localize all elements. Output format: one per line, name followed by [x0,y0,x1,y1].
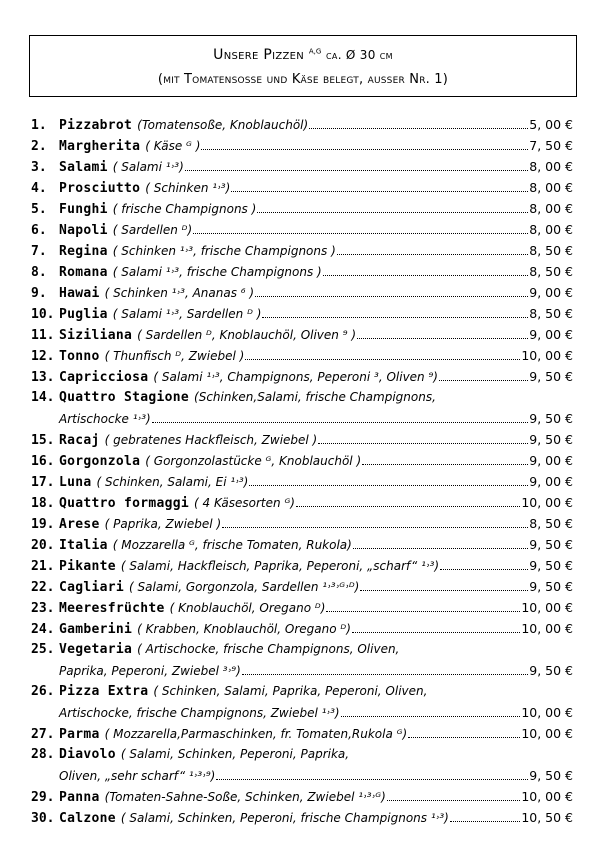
item-price: 8, 50 € [529,243,573,258]
dot-leader [352,632,520,633]
menu-item [31,744,573,786]
item-number: 8. [31,265,47,280]
item-description: ( Thunfisch ᴰ, Zwiebel ) [104,349,245,363]
item-number: 25. [31,642,55,657]
item-number: 21. [31,559,55,574]
menu-item [31,450,573,471]
item-description: (Schinken,Salami, frische Champignons, [194,390,436,404]
item-number: 7. [31,244,47,259]
menu-item [31,156,573,177]
item-description: ( Salami, Schinken, Peperoni, Paprika, [120,747,350,761]
menu-title-text: Unsere Pizzen [213,47,305,63]
menu-item [31,429,573,450]
item-name: Regina [59,244,108,259]
menu-item [31,534,573,555]
item-description: ( Salami, Hackfleisch, Paprika, Peperoni, „scharf“ ¹˒³) [120,559,440,573]
item-price: 10, 00 € [521,495,573,510]
item-number: 14. [31,390,55,405]
item-number: 3. [31,160,47,175]
dot-leader [353,548,528,549]
item-description: ( Mozzarella,Parmaschinken, fr. Tomaten,Rukola ᴳ) [104,727,408,741]
item-name: Pizza Extra [59,684,149,699]
item-price: 10, 00 € [521,348,573,363]
dot-leader [387,800,521,801]
item-description-continued: Artischocke ¹˒³) [59,412,151,426]
item-name: Margherita [59,139,141,154]
item-price: 10, 00 € [521,621,573,636]
menu-item-line [31,366,573,387]
menu-item-line [31,723,573,744]
item-name: Puglia [59,307,108,322]
item-description: ( Paprika, Zwiebel ) [104,517,222,531]
menu-item [31,639,573,681]
item-number: 5. [31,202,47,217]
item-price: 9, 50 € [529,558,573,573]
item-number: 22. [31,580,55,595]
item-price: 8, 50 € [529,306,573,321]
dot-leader [357,338,528,339]
menu-item [31,387,573,429]
menu-item [31,807,573,828]
item-name: Cagliari [59,580,125,595]
item-name: Napoli [59,223,108,238]
item-name: Italia [59,538,108,553]
dot-leader [262,317,528,318]
item-price: 8, 00 € [529,222,573,237]
item-number: 27. [31,727,55,742]
dot-leader [323,275,529,276]
dot-leader [245,359,520,360]
dot-leader [296,506,520,507]
dot-leader [337,254,529,255]
item-description: ( Salami ¹˒³, Champignons, Peperoni ³, Oliven ⁹) [153,370,438,384]
item-price: 9, 00 € [529,453,573,468]
item-number: 20. [31,538,55,553]
pizza-list [31,114,573,828]
item-number: 6. [31,223,47,238]
item-number: 26. [31,684,55,699]
item-number: 13. [31,370,55,385]
menu-item [31,576,573,597]
item-description: ( Salami, Schinken, Peperoni, frische Champignons ¹˒³) [120,811,449,825]
menu-item-line [31,513,573,534]
allergen-superscript: A,G [308,47,322,56]
menu-item [31,366,573,387]
item-description: ( frische Champignons ) [112,202,257,216]
item-price: 8, 00 € [529,159,573,174]
item-description-continued: Oliven, „sehr scharf“ ¹˒³˒⁹) [59,769,216,783]
item-name: Pizzabrot [59,118,133,133]
item-name: Panna [59,790,100,805]
menu-item-line [31,177,573,198]
item-name: Capricciosa [59,370,149,385]
menu-item-line [31,744,573,765]
menu-item-line [31,156,573,177]
item-name: Quattro Stagione [59,390,190,405]
item-description: ( Artischocke, frische Champignons, Oliven, [137,642,400,656]
item-number: 11. [31,328,55,343]
menu-item [31,261,573,282]
menu-item-line [31,303,573,324]
menu-item [31,177,573,198]
item-price: 10, 00 € [521,726,573,741]
dot-leader [341,716,521,717]
dot-leader [201,149,528,150]
item-price: 5, 00 € [529,117,573,132]
menu-item [31,135,573,156]
dot-leader [309,128,528,129]
dot-leader [439,380,528,381]
item-name: Pikante [59,559,116,574]
item-description: ( Sardellen ᴰ, Knoblauchöl, Oliven ⁹ ) [137,328,357,342]
item-number: 29. [31,790,55,805]
menu-item-line [31,786,573,807]
item-number: 1. [31,118,47,133]
dot-leader [360,590,528,591]
menu-item-line [31,324,573,345]
menu-item [31,345,573,366]
menu-item-line-continued [31,765,573,786]
menu-item-line [31,240,573,261]
item-description: (Tomaten-Sahne-Soße, Schinken, Zwiebel ¹˒³˒ᴳ) [104,790,386,804]
item-description: ( Schinken ¹˒³) [145,181,231,195]
item-description: ( gebratenes Hackfleisch, Zwiebel ) [104,433,318,447]
menu-item [31,303,573,324]
menu-item [31,492,573,513]
dot-leader [257,212,528,213]
item-name: Salami [59,160,108,175]
item-name: Racaj [59,433,100,448]
item-description: ( 4 Käsesorten ᴳ) [194,496,295,510]
item-price: 9, 50 € [529,579,573,594]
menu-item-line [31,534,573,555]
item-price: 8, 00 € [529,180,573,195]
menu-item [31,324,573,345]
item-name: Gamberini [59,622,133,637]
size-note: ca. Ø 30 cm [326,48,393,62]
item-price: 9, 50 € [529,369,573,384]
dot-leader [249,485,528,486]
item-price: 8, 50 € [529,264,573,279]
menu-item-line [31,282,573,303]
item-price: 10, 00 € [521,789,573,804]
item-number: 28. [31,747,55,762]
dot-leader [450,821,520,822]
item-price: 9, 50 € [529,411,573,426]
item-description: ( Schinken ¹˒³, Ananas ⁶ ) [104,286,255,300]
menu-item-line [31,576,573,597]
item-description: (Tomatensoße, Knoblauchöl) [137,118,309,132]
item-number: 16. [31,454,55,469]
item-price: 9, 00 € [529,474,573,489]
dot-leader [222,527,528,528]
menu-item-line [31,429,573,450]
item-name: Quattro formaggi [59,496,190,511]
menu-item-line [31,219,573,240]
menu-item [31,786,573,807]
item-name: Diavolo [59,747,116,762]
menu-item-line [31,387,573,408]
menu-item-line [31,597,573,618]
item-description: ( Krabben, Knoblauchöl, Oregano ᴰ) [137,622,351,636]
item-price: 9, 50 € [529,768,573,783]
dot-leader [231,191,528,192]
item-name: Romana [59,265,108,280]
item-price: 10, 00 € [521,600,573,615]
item-name: Prosciutto [59,181,141,196]
menu-item-line [31,261,573,282]
item-price: 10, 00 € [521,705,573,720]
menu-item-line [31,345,573,366]
item-number: 4. [31,181,47,196]
item-description-continued: Artischocke, frische Champignons, Zwiebel ¹˒³) [59,706,340,720]
menu-title [30,47,576,63]
dot-leader [362,464,528,465]
item-price: 10, 50 € [521,810,573,825]
item-description: ( Salami ¹˒³, frische Champignons ) [112,265,322,279]
menu-item-line [31,807,573,828]
menu-item-line [31,471,573,492]
item-description: ( Schinken, Salami, Paprika, Peperoni, Oliven, [153,684,428,698]
menu-item-line-continued [31,408,573,429]
item-number: 30. [31,811,55,826]
item-description: ( Käse ᴳ ) [145,139,201,153]
item-description: ( Schinken ¹˒³, frische Champignons ) [112,244,336,258]
item-description: ( Knoblauchöl, Oregano ᴰ) [169,601,326,615]
item-number: 9. [31,286,47,301]
menu-item [31,240,573,261]
dot-leader [193,233,528,234]
menu-item-line [31,492,573,513]
item-number: 15. [31,433,55,448]
menu-item [31,282,573,303]
dot-leader [318,443,528,444]
menu-item [31,513,573,534]
dot-leader [326,611,520,612]
item-name: Parma [59,727,100,742]
item-description: ( Sardellen ᴰ) [112,223,193,237]
item-price: 8, 50 € [529,516,573,531]
menu-item [31,114,573,135]
item-number: 19. [31,517,55,532]
item-description-continued: Paprika, Peperoni, Zwiebel ³˒⁹) [59,664,241,678]
menu-subtitle: (mit Tomatensoße und Käse belegt, ausser Nr. 1) [157,72,449,87]
item-name: Siziliana [59,328,133,343]
item-name: Arese [59,517,100,532]
menu-header [29,35,577,97]
item-number: 12. [31,349,55,364]
item-price: 7, 50 € [529,138,573,153]
menu-item-line [31,135,573,156]
menu-item-line-continued [31,660,573,681]
item-name: Funghi [59,202,108,217]
menu-item-line [31,681,573,702]
item-description: ( Schinken, Salami, Ei ¹˒³) [96,475,249,489]
item-description: ( Salami ¹˒³) [112,160,184,174]
menu-item [31,471,573,492]
item-number: 17. [31,475,55,490]
item-name: Hawai [59,286,100,301]
dot-leader [242,674,529,675]
menu-item [31,198,573,219]
item-number: 18. [31,496,55,511]
item-name: Calzone [59,811,116,826]
item-price: 9, 50 € [529,537,573,552]
item-name: Tonno [59,349,100,364]
menu-item [31,219,573,240]
menu-item [31,681,573,723]
item-number: 2. [31,139,47,154]
dot-leader [255,296,528,297]
menu-item-line [31,198,573,219]
item-price: 9, 00 € [529,285,573,300]
item-description: ( Salami ¹˒³, Sardellen ᴰ ) [112,307,262,321]
item-name: Vegetaria [59,642,133,657]
menu-item [31,555,573,576]
item-description: ( Mozzarella ᴳ, frische Tomaten, Rukola) [112,538,352,552]
menu-item-line [31,555,573,576]
item-number: 24. [31,622,55,637]
item-number: 23. [31,601,55,616]
dot-leader [152,422,529,423]
item-number: 10. [31,307,55,322]
dot-leader [408,737,520,738]
item-name: Luna [59,475,92,490]
dot-leader [440,569,528,570]
item-name: Meeresfrüchte [59,601,165,616]
item-price: 9, 50 € [529,432,573,447]
dot-leader [185,170,529,171]
menu-item-line-continued [31,702,573,723]
menu-item-line [31,114,573,135]
item-price: 8, 00 € [529,201,573,216]
menu-item-line [31,450,573,471]
item-price: 9, 00 € [529,327,573,342]
item-description: ( Salami, Gorgonzola, Sardellen ¹˒³˒ᴳ˒ᴰ) [129,580,360,594]
menu-item [31,597,573,618]
menu-item-line [31,618,573,639]
item-name: Gorgonzola [59,454,141,469]
dot-leader [216,779,528,780]
menu-item-line [31,639,573,660]
menu-item [31,618,573,639]
item-price: 9, 50 € [529,663,573,678]
item-description: ( Gorgonzolastücke ᴳ, Knoblauchöl ) [145,454,362,468]
menu-item [31,723,573,744]
